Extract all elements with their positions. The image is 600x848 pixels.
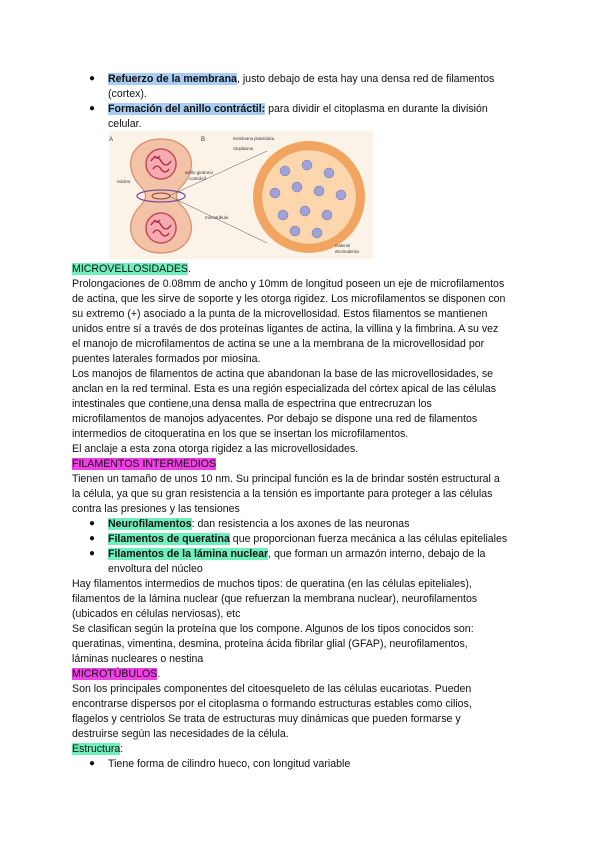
figure-label-nucleo: núcleo (117, 179, 131, 184)
paragraph-line: Tienen un tamaño de unos 10 nm. Su principal función es la de brindar sostén estructural a (72, 473, 500, 485)
paragraph-line: puentes laterales formados por miosina. (72, 353, 261, 365)
figure-label-a: A (109, 137, 114, 143)
heading-microtubulos (72, 667, 160, 681)
figure-label-anillo-1: anillo giratorio (185, 170, 214, 175)
heading-filamentos-text: FILAMENTOS INTERMEDIOS (72, 458, 217, 470)
bullet-neurofilamentos (108, 517, 410, 531)
bullet-anillo-line2: celular. (108, 118, 142, 130)
figure-label-material-2: electrodenso (335, 249, 359, 254)
paragraph-line: Prolongaciones de 0.08mm de ancho y 10mm de longitud poseen un eje de microfilamentos (72, 278, 505, 290)
paragraph-line: Son los principales componentes del citoesqueleto de las células eucariotas. Pueden (72, 683, 472, 695)
paragraph-line: intermedios de citoqueratina en los que se insertan los microfilamentos. (72, 428, 409, 440)
paragraph-line: flagelos y centriolos Se trata de estructuras muy dinámicas que pueden formarse y (72, 713, 461, 725)
bullet-queratina-text: que proporcionan fuerza mecánica a las células epiteliales (229, 533, 508, 545)
bullet-dot: ● (89, 533, 96, 544)
bullet-neurofilamentos-text: : dan resistencia a los axones de las neuronas (191, 518, 410, 530)
heading-estructura-text: Estructura (72, 743, 121, 755)
bullet-cilindro: Tiene forma de cilindro hueco, con longitud variable (108, 758, 351, 770)
paragraph-line: contra las presiones y las tensiones (72, 503, 240, 515)
figure-label-anillo-2: contrácil (189, 176, 206, 181)
cell-division-figure (109, 131, 373, 259)
bullet-membrana-line1 (108, 72, 494, 86)
paragraph-line: de actina, que les sirve de soporte y les otorga rigidez. Los microfilamentos se disponen con (72, 293, 506, 305)
paragraph-line: láminas nucleares o nestina (72, 653, 204, 665)
paragraph-line: Hay filamentos intermedios de muchos tipos: de queratina (en las células epiteliales), (72, 578, 472, 590)
figure-label-b: B (201, 137, 206, 143)
figure-label-membrana: membrana plasmática (233, 136, 275, 141)
bullet-anillo-line1 (108, 102, 488, 116)
bullet-dot: ● (89, 518, 96, 529)
bullet-membrana-text: , justo debajo de esta hay una densa red de filamentos (236, 73, 495, 85)
paragraph-line: El anclaje a esta zona otorga rigidez a las microvellosidades. (72, 443, 359, 455)
figure-label-microtubulo: microtúbulo (205, 215, 229, 220)
figure-label-citoplasma: citoplasma (233, 146, 254, 151)
bullet-lamina-text: , que forman un armazón interno, debajo de la (268, 548, 486, 560)
paragraph-line: microfilamentos de manojos adyacentes. Por debajo se dispone una red de filamentos (72, 413, 478, 425)
figure-label-material-1: material (335, 243, 350, 248)
heading-suffix: . (157, 668, 161, 680)
bullet-anillo-text: para dividir el citoplasma en durante la división (265, 103, 488, 115)
paragraph-line: encontrarse dispersos por el citoplasma o formando estructuras estables como cilios, (72, 698, 472, 710)
heading-suffix: . (187, 263, 191, 275)
paragraph-line: intestinales que contiene,una densa malla de espectrina que entrecruzan los (72, 398, 432, 410)
heading-filamentos (72, 457, 216, 471)
bullet-queratina-bold: Filamentos de queratina (108, 533, 230, 545)
bullet-dot: ● (89, 73, 96, 84)
paragraph-line: (ubicados en células nerviosas), etc (72, 608, 241, 620)
paragraph-line: destruirse según las necesidades de la célula. (72, 728, 289, 740)
heading-microvellosidades-text: MICROVELLOSIDADES (72, 263, 188, 275)
bullet-neurofilamentos-bold: Neurofilamentos (108, 518, 192, 530)
paragraph-line: queratinas, vimentina, desmina, proteína ácida fibrilar glial (GFAP), neurofilamentos, (72, 638, 468, 650)
paragraph-line: el manojo de microfilamentos de actina se une a la membrana de la microvellosidad por (72, 338, 485, 350)
bullet-queratina (108, 532, 507, 546)
paragraph-line: Los manojos de filamentos de actina que abandonan la base de las microvellosidades, se (72, 368, 494, 380)
paragraph-line: anclan en la red terminal. Esta es una región especializada del córtex apical de las células (72, 383, 496, 395)
heading-microtubulos-text: MICROTÚBULOS (72, 668, 158, 680)
bullet-lamina-bold: Filamentos de la lámina nuclear (108, 548, 269, 560)
heading-estructura (72, 742, 123, 756)
paragraph-line: filamentos de la lámina nuclear (que refuerzan la membrana nuclear), neurofilamentos (72, 593, 478, 605)
bullet-membrana-bold: Refuerzo de la membrana (108, 73, 237, 85)
paragraph-line: su extremo (+) asociado a la punta de la microvellosidad. Estos filamentos se mantienen (72, 308, 488, 320)
paragraph-line: la célula, ya que su gran resistencia a la tensión es importante para proteger a las células (72, 488, 493, 500)
heading-suffix: : (120, 743, 124, 755)
paragraph-line: Se clasifican según la proteína que los compone. Algunos de los tipos conocidos son: (72, 623, 474, 635)
heading-microvellosidades (72, 262, 191, 276)
bullet-lamina-line2: envoltura del núcleo (108, 563, 203, 575)
bullet-dot: ● (89, 758, 96, 769)
bullet-dot: ● (89, 103, 96, 114)
paragraph-line: unidos entre sí a través de dos proteínas ligantes de actina, la villina y la fimbrina. A su vez (72, 323, 499, 335)
bullet-dot: ● (89, 548, 96, 559)
bullet-membrana-line2: (cortex). (108, 88, 147, 100)
bullet-lamina-nuclear (108, 547, 485, 561)
bullet-anillo-bold: Formación del anillo contráctil: (108, 103, 266, 115)
cell-division-diagram (109, 131, 373, 259)
